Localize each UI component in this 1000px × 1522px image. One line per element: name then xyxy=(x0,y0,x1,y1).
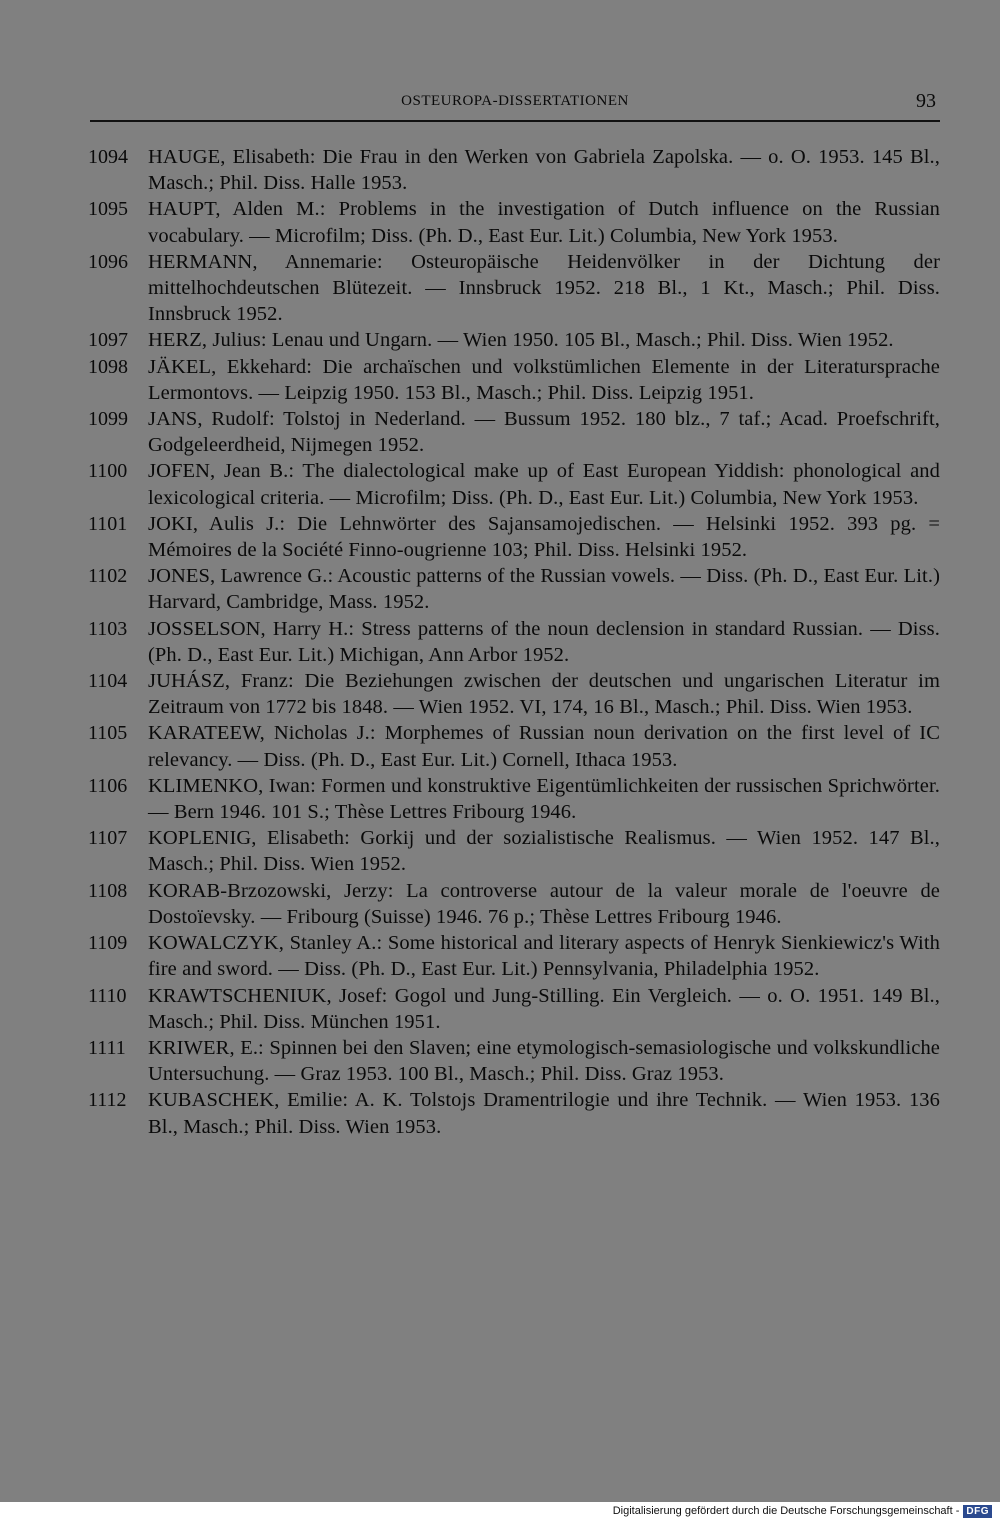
entry-text: JOKI, Aulis J.: Die Lehnwörter des Sajansamojedischen. — Helsinki 1952. 393 pg. = Mémoires de la Société Finno-ougrienne 103; Phil. Diss. Helsinki 1952. xyxy=(148,512,940,562)
bibliography-entry xyxy=(88,511,940,563)
bibliography-entry xyxy=(88,720,940,772)
entry-number: 1100 xyxy=(88,460,128,483)
entry-number: 1112 xyxy=(88,1089,127,1112)
entry-number: 1103 xyxy=(88,617,128,640)
bibliography-entry xyxy=(88,563,940,615)
entry-number: 1101 xyxy=(88,512,128,535)
bibliography-entry xyxy=(88,196,940,248)
entry-number: 1094 xyxy=(88,146,128,168)
entry-number: 1098 xyxy=(88,355,128,378)
entry-number: 1110 xyxy=(88,984,127,1007)
page-number: 93 xyxy=(916,90,936,112)
entry-text: JOFEN, Jean B.: The dialectological make up of East European Yiddish: phonological and lexicological criteria. — Microfilm; Diss. (Ph. D., East Eur. Lit.) Columbia, New York 1953. xyxy=(148,460,940,509)
bibliography-entry xyxy=(88,406,940,458)
page-header xyxy=(90,90,940,122)
entry-text: HAUPT, Alden M.: Problems in the investigation of Dutch influence on the Russian vocabulary. — Microfilm; Diss. (Ph. D., East Eur. Lit.) Columbia, New York 1953. xyxy=(148,198,940,247)
entry-number: 1104 xyxy=(88,670,128,693)
credit-text: Digitalisierung gefördert durch die Deutsche Forschungsgemeinschaft - xyxy=(612,1505,960,1517)
entry-text: KUBASCHEK, Emilie: A. K. Tolstojs Dramentrilogie und ihre Technik. — Wien 1953. 136 Bl., Masch.; Phil. Diss. Wien 1953. xyxy=(148,1089,940,1138)
entry-number: 1106 xyxy=(88,774,128,797)
bibliography-entry xyxy=(88,825,940,877)
bibliography-list xyxy=(88,144,940,1140)
entry-text: HERMANN, Annemarie: Osteuropäische Heidenvölker in der Dichtung der mittelhochdeutschen Blütezeit. — Innsbruck 1952. 218 Bl., 1 Kt., Masch.; Phil. Diss. Innsbruck 1952. xyxy=(148,250,940,326)
running-title: OSTEUROPA-DISSERTATIONEN xyxy=(401,93,629,109)
entry-text: KOPLENIG, Elisabeth: Gorkij und der sozialistische Realismus. — Wien 1952. 147 Bl., Masch.; Phil. Diss. Wien 1952. xyxy=(148,827,940,876)
entry-text: JANS, Rudolf: Tolstoj in Nederland. — Bussum 1952. 180 blz., 7 taf.; Acad. Proefschrift, Godgeleerdheid, Nijmegen 1952. xyxy=(148,408,940,457)
bibliography-entry xyxy=(88,327,940,353)
entry-text: KRAWTSCHENIUK, Josef: Gogol und Jung-Stilling. Ein Vergleich. — o. O. 1951. 149 Bl., Masch.; Phil. Diss. München 1951. xyxy=(148,984,940,1033)
entry-text: JUHÁSZ, Franz: Die Beziehungen zwischen der deutschen und ungarischen Literatur im Zeitraum von 1772 bis 1848. — Wien 1952. VI, 174, 16 Bl., Masch.; Phil. Diss. Wien 1953. xyxy=(148,670,940,719)
digitization-credit xyxy=(613,1502,992,1520)
bibliography-entry xyxy=(88,458,940,510)
entry-text: KARATEEW, Nicholas J.: Morphemes of Russian noun derivation on the first level of IC relevancy. — Diss. (Ph. D., East Eur. Lit.) Cornell, Ithaca 1953. xyxy=(148,722,940,771)
entry-number: 1111 xyxy=(88,1036,126,1059)
entry-number: 1096 xyxy=(88,250,128,273)
bibliography-entry xyxy=(88,249,940,328)
bibliography-entry xyxy=(88,983,940,1035)
bibliography-entry xyxy=(88,1035,940,1087)
bibliography-entry xyxy=(88,616,940,668)
dfg-logo: DFG xyxy=(963,1505,992,1518)
entry-text: KORAB-Brzozowski, Jerzy: La controverse autour de la valeur morale de l'oeuvre de Dostoïevsky. — Fribourg (Suisse) 1946. 76 p.; Thèse Lettres Fribourg 1946. xyxy=(148,879,940,928)
entry-number: 1109 xyxy=(88,932,128,955)
entry-text: KLIMENKO, Iwan: Formen und konstruktive Eigentümlichkeiten der russischen Sprichwörter. — Bern 1946. 101 S.; Thèse Lettres Fribourg 1946. xyxy=(148,774,940,824)
entry-text: JONES, Lawrence G.: Acoustic patterns of the Russian vowels. — Diss. (Ph. D., East Eur. Lit.) Harvard, Cambridge, Mass. 1952. xyxy=(148,565,940,614)
entry-number: 1097 xyxy=(88,329,128,352)
entry-number: 1105 xyxy=(88,722,128,745)
entry-number: 1108 xyxy=(88,879,128,902)
entry-text: HAUGE, Elisabeth: Die Frau in den Werken von Gabriela Zapolska. — o. O. 1953. 145 Bl., Masch.; Phil. Diss. Halle 1953. xyxy=(148,146,940,195)
bibliography-entry xyxy=(88,144,940,196)
entry-text: KOWALCZYK, Stanley A.: Some historical and literary aspects of Henryk Sienkiewicz's With fire and sword. — Diss. (Ph. D., East Eur. Lit.) Pennsylvania, Philadelphia 1952. xyxy=(148,932,940,981)
entry-number: 1099 xyxy=(88,408,128,431)
entry-number: 1095 xyxy=(88,198,128,221)
entry-number: 1102 xyxy=(88,565,128,588)
bibliography-entry xyxy=(88,1087,940,1139)
entry-text: JÄKEL, Ekkehard: Die archaïschen und volkstümlichen Elemente in der Literatursprache Lermontovs. — Leipzig 1950. 153 Bl., Masch.; Phil. Diss. Leipzig 1951. xyxy=(148,355,940,404)
entry-text: JOSSELSON, Harry H.: Stress patterns of the noun declension in standard Russian. — Diss. (Ph. D., East Eur. Lit.) Michigan, Ann Arbor 1952. xyxy=(148,617,940,666)
entry-number: 1107 xyxy=(88,827,128,850)
bibliography-entry xyxy=(88,878,940,930)
bibliography-entry xyxy=(88,930,940,982)
bibliography-entry xyxy=(88,773,940,825)
entry-text: HERZ, Julius: Lenau und Ungarn. — Wien 1950. 105 Bl., Masch.; Phil. Diss. Wien 1952. xyxy=(148,329,894,352)
bibliography-entry xyxy=(88,354,940,406)
bibliography-entry xyxy=(88,668,940,720)
entry-text: KRIWER, E.: Spinnen bei den Slaven; eine etymologisch-semasiologische und volkskundliche Untersuchung. — Graz 1953. 100 Bl., Masch.; Phil. Diss. Graz 1953. xyxy=(148,1036,940,1086)
